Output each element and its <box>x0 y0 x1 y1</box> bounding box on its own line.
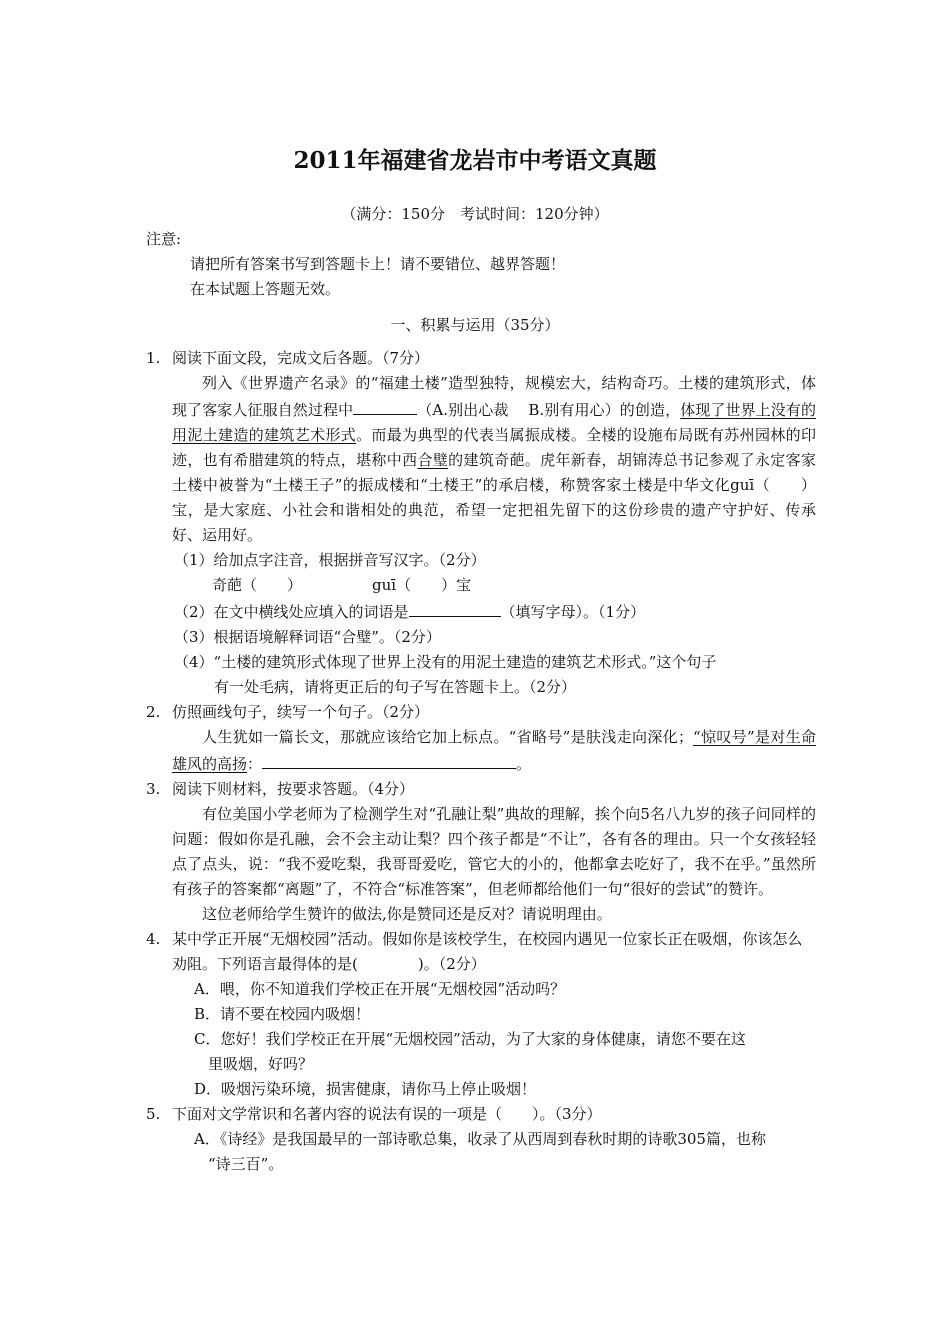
question-prompt: 这位老师给学生赞许的做法,你是赞同还是反对？请说明理由。 <box>202 905 612 923</box>
sub-question-1: （1）给加点字注音，根据拼音写汉字。（2分） <box>174 551 486 569</box>
question-number: 3. <box>146 780 161 798</box>
question-3 <box>146 777 816 927</box>
question-stem: 仿照画线句子，续写一个句子。（2分） <box>172 703 430 721</box>
option-b: B．请不要在校园内吸烟！ <box>194 1005 371 1023</box>
question-stem: 阅读下面文段，完成文后各题。（7分） <box>172 349 430 367</box>
notice-line: 请把所有答案书写到答题卡上！请不要错位、越界答题！ <box>190 255 566 273</box>
question-5 <box>146 1102 816 1177</box>
question-number: 5. <box>146 1105 161 1123</box>
question-number: 1. <box>146 349 161 367</box>
option-a: A．《诗经》是我国最早的一部诗歌总集，收录了从西周到春秋时期的诗歌305篇，也称 <box>194 1130 766 1148</box>
option-d: D．吸烟污染环境，损害健康，请你马上停止吸烟！ <box>194 1080 537 1098</box>
sub-question-4-cont: 有一处毛病，请将更正后的句子写在答题卡上。（2分） <box>214 678 577 696</box>
notice-lines <box>190 252 565 302</box>
question-1 <box>146 346 816 700</box>
question-2 <box>146 700 816 777</box>
question-number: 4. <box>146 930 161 948</box>
option-a: A．喂，你不知道我们学校正在开展“无烟校园”活动吗？ <box>194 980 566 998</box>
sub-question-2: （2）在文中横线处应填入的词语是 （填写字母）。（1分） <box>172 598 816 625</box>
answer-blank <box>353 396 417 415</box>
question-stem: 下面对文学常识和名著内容的说法有误的一项是（ ）。（3分） <box>172 1105 602 1123</box>
question-list <box>146 346 816 1177</box>
notice-line: 在本试题上答题无效。 <box>190 280 341 298</box>
section-heading: 一、积累与运用（35分） <box>390 316 560 334</box>
option-a-cont: “诗三百”。 <box>208 1155 284 1173</box>
notice-label: 注意: <box>146 230 182 248</box>
pronunciation-line: 奇葩（ ） guī（ ）宝 <box>212 576 472 594</box>
sub-question-3: （3）根据语境解释词语“合璧”。（2分） <box>174 628 441 646</box>
option-c: C．您好！我们学校正在开展“无烟校园”活动，为了大家的身体健康，请您不要在这 <box>194 1030 746 1048</box>
page-title: 2011年福建省龙岩市中考语文真题 <box>293 147 657 174</box>
question-stem: 阅读下则材料，按要求答题。（4分） <box>172 780 415 798</box>
question-stem: 某中学正开展“无烟校园”活动。假如你是该校学生，在校园内遇见一位家长正在吸烟，你该怎么劝阻。下列语言最得体的是( )。（2分） <box>172 930 803 973</box>
answer-blank <box>409 598 501 617</box>
dotted-word: 合璧 <box>417 451 449 469</box>
underlined-sentence: 体现了世界上没有的用泥土建造的建筑艺术形式 <box>172 401 816 444</box>
option-c-cont: 里吸烟，好吗？ <box>208 1055 314 1073</box>
underlined-sentence: “惊叹号”是对生命雄风的高扬 <box>172 728 817 773</box>
question-4 <box>146 927 816 1102</box>
question-number: 2. <box>146 703 161 721</box>
exam-info: （满分：150分 考试时间：120分钟） <box>341 205 609 223</box>
reading-passage: 列入《世界遗产名录》的“福建土楼”造型独特，规模宏大，结构奇巧。土楼的建筑形式，体现了客家人征服自然过程中 （A.别出心裁 B.别有用心）的创造，体现了世界上没有的用泥土建造的建筑艺术形式。而最为典型的代表当属振成楼。全楼的设施布局既有苏州园林的印迹，也有希腊建筑的特点，堪称中西合璧的建筑奇葩。虎年新春，胡锦涛总书记参观了永定客家土楼中被誉为“土楼王子”的振成楼和“土楼王”的承启楼，称赞客家土楼是中华文化guī（ ）宝，是大家庭、小社会和谐相处的典范，希望一定把祖先留下的这份珍贵的遗产守护好、传承好、运用好。 <box>172 374 816 544</box>
sub-question-4: （4）“土楼的建筑形式体现了世界上没有的用泥土建造的建筑艺术形式。”这个句子 <box>174 653 717 671</box>
material-passage: 有位美国小学老师为了检测学生对“孔融让梨”典故的理解，挨个向5名八九岁的孩子问同样的问题：假如你是孔融，会不会主动让梨？四个孩子都是“不让”，各有各的理由。只一个女孩轻轻点了点头，说：“我不爱吃梨，我哥哥爱吃，管它大的小的，他都拿去吃好了，我不在乎。”虽然所有孩子的答案都“离题”了，不符合“标准答案”，但老师都给他们一句“很好的尝试”的赞许。 <box>172 805 816 898</box>
imitation-passage: 人生犹如一篇长文，那就应该给它加上标点。“省略号”是肤浅走向深化；“惊叹号”是对生命雄风的高扬： 。 <box>172 728 817 773</box>
answer-blank <box>262 750 516 769</box>
